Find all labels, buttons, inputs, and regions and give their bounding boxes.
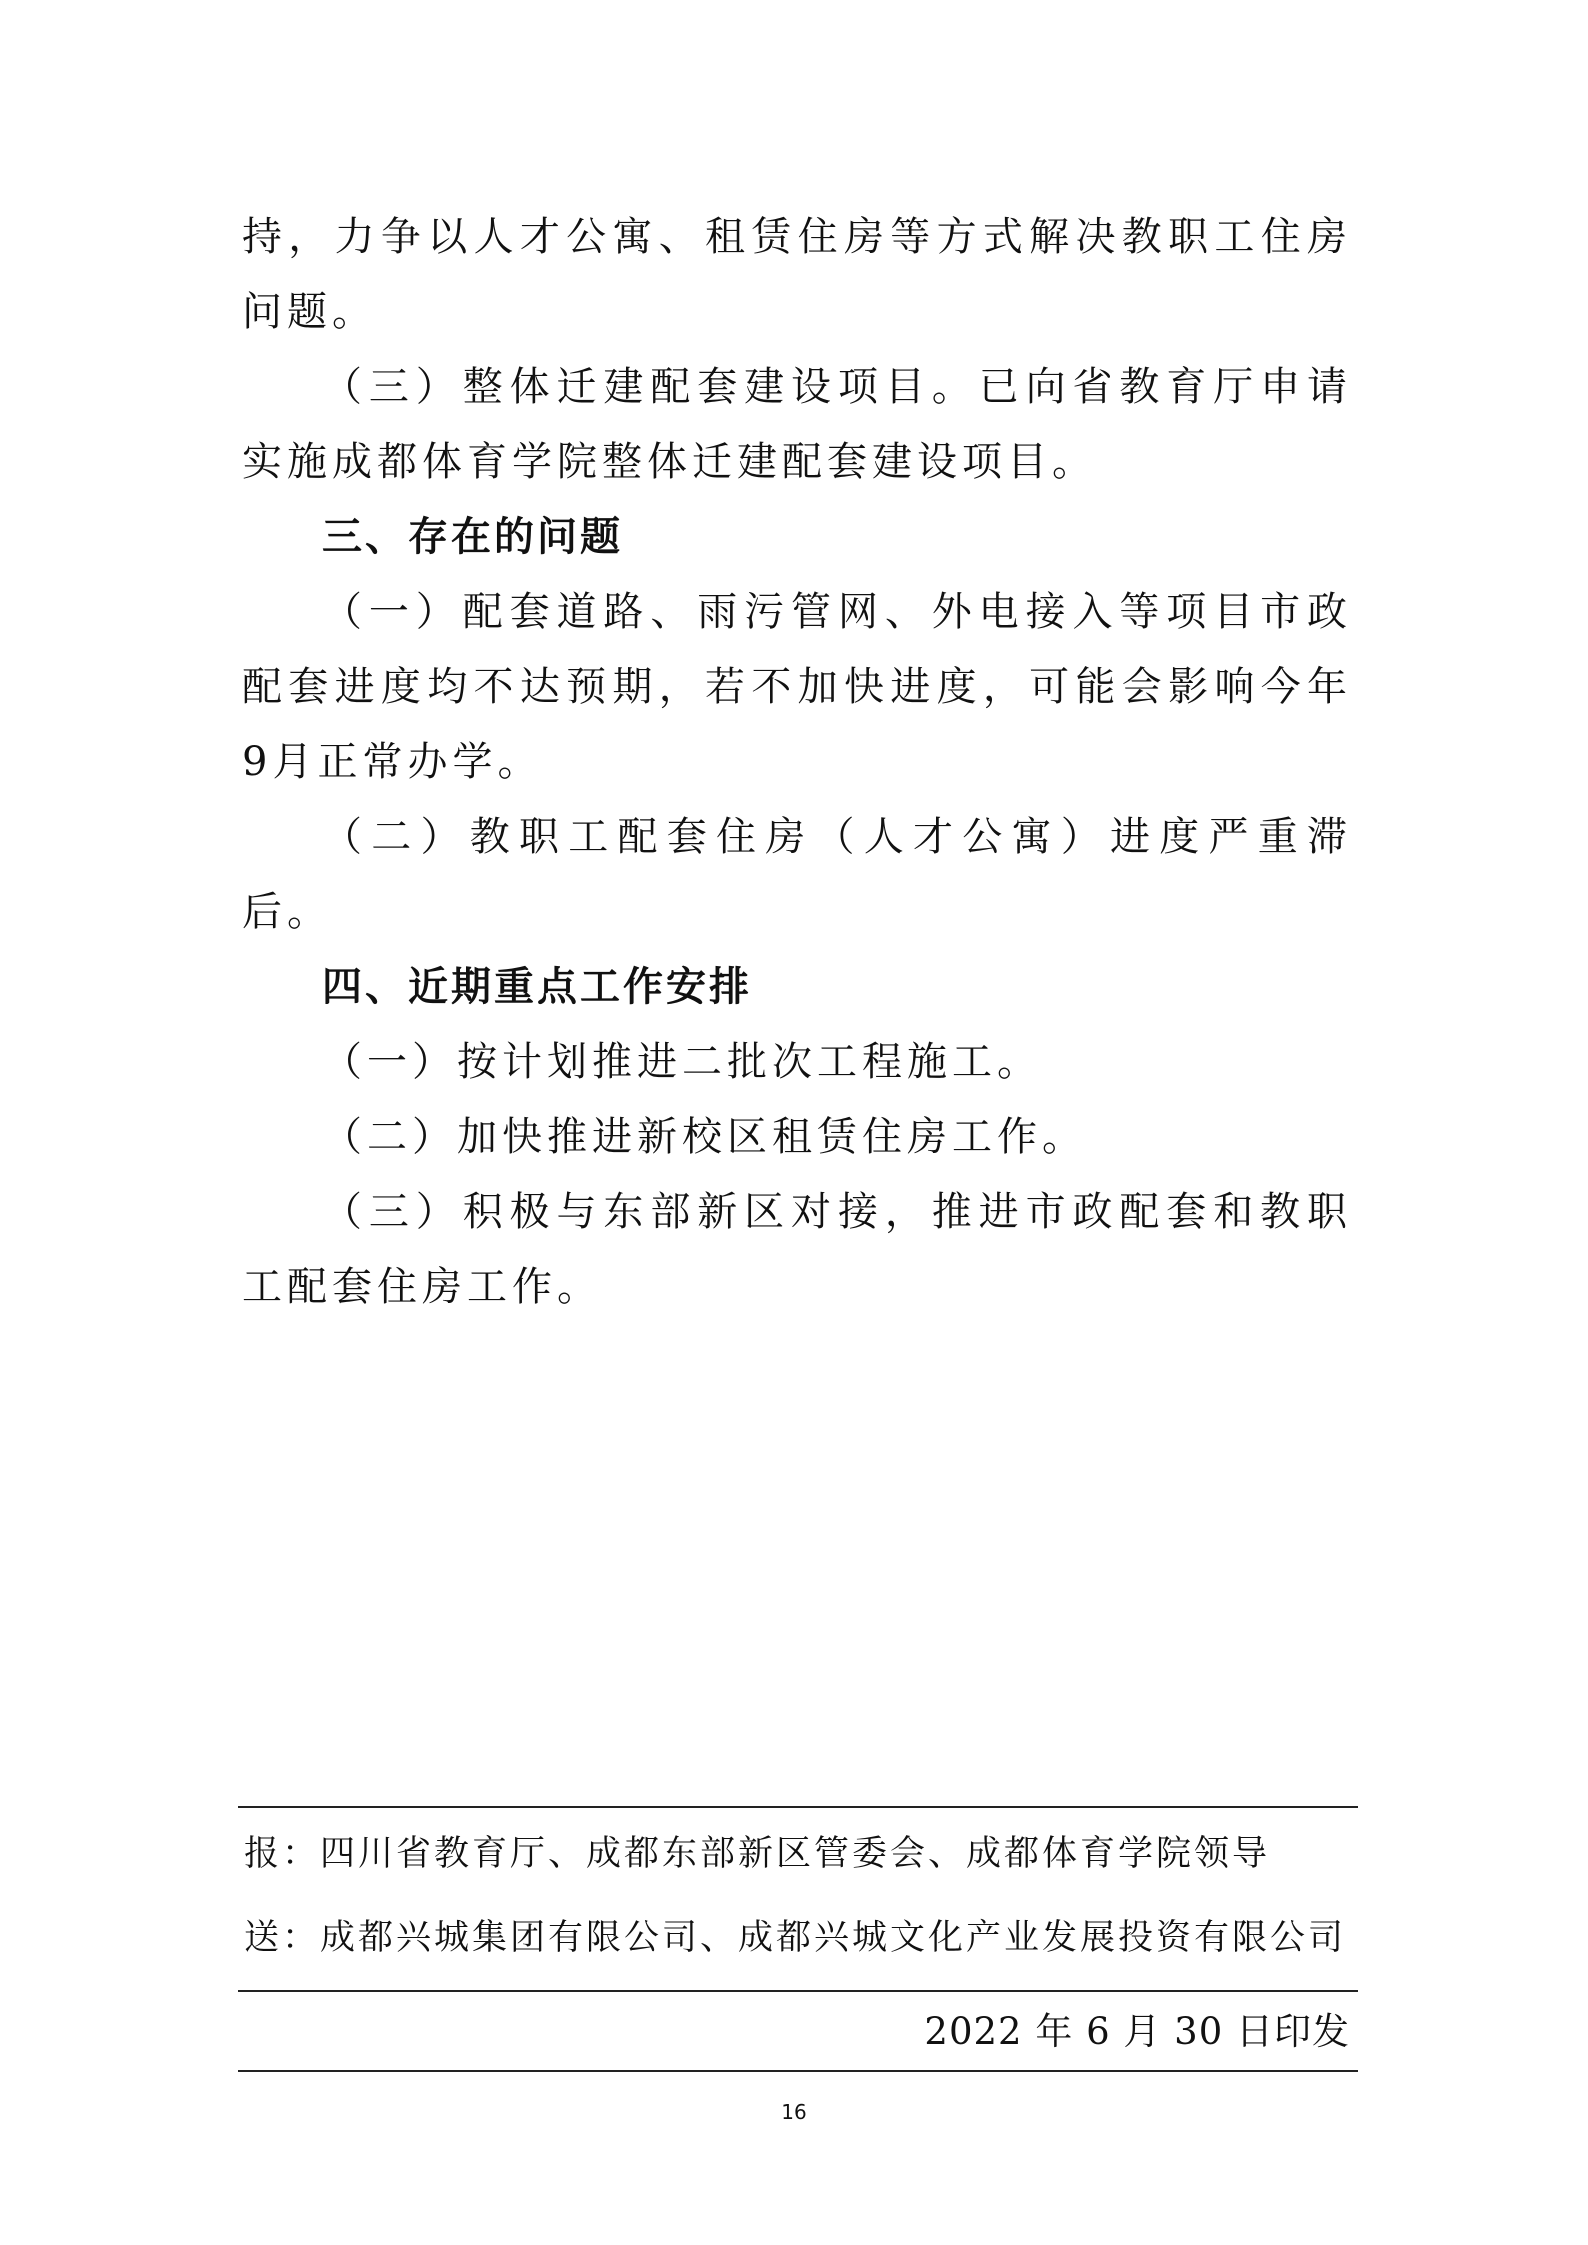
item-paragraph: （一）按计划推进二批次工程施工。: [322, 1039, 1042, 1085]
section-heading: 三、存在的问题: [322, 514, 623, 560]
document-body: [242, 200, 1352, 1325]
item-paragraph: （三）积极与东部新区对接，推进市政配套和教职工配套住房工作。: [242, 1189, 1352, 1310]
send-to-line: 送：成都兴城集团有限公司、成都兴城文化产业发展投资有限公司: [244, 1918, 1347, 1958]
divider: [238, 1806, 1358, 1808]
distribution-block: [238, 1806, 1358, 2072]
item-paragraph: （二）加快推进新校区租赁住房工作。: [322, 1114, 1087, 1160]
section-heading: 四、近期重点工作安排: [322, 964, 752, 1010]
item-paragraph: （一）配套道路、雨污管网、外电接入等项目市政配套进度均不达预期，若不加快进度，可能会影响今年9月正常办学。: [242, 589, 1352, 785]
page-number: 16: [781, 2100, 807, 2124]
divider: [238, 2070, 1358, 2072]
continuation-paragraph: 持，力争以人才公寓、租赁住房等方式解决教职工住房问题。: [242, 214, 1352, 335]
item-paragraph: （二）教职工配套住房（人才公寓）进度严重滞后。: [242, 814, 1352, 935]
item-paragraph: （三）整体迁建配套建设项目。已向省教育厅申请实施成都体育学院整体迁建配套建设项目。: [242, 364, 1352, 485]
issue-date: 2022 年 6 月 30 日印发: [924, 2010, 1350, 2053]
divider: [238, 1990, 1358, 1992]
report-to-line: 报：四川省教育厅、成都东部新区管委会、成都体育学院领导: [244, 1834, 1271, 1874]
